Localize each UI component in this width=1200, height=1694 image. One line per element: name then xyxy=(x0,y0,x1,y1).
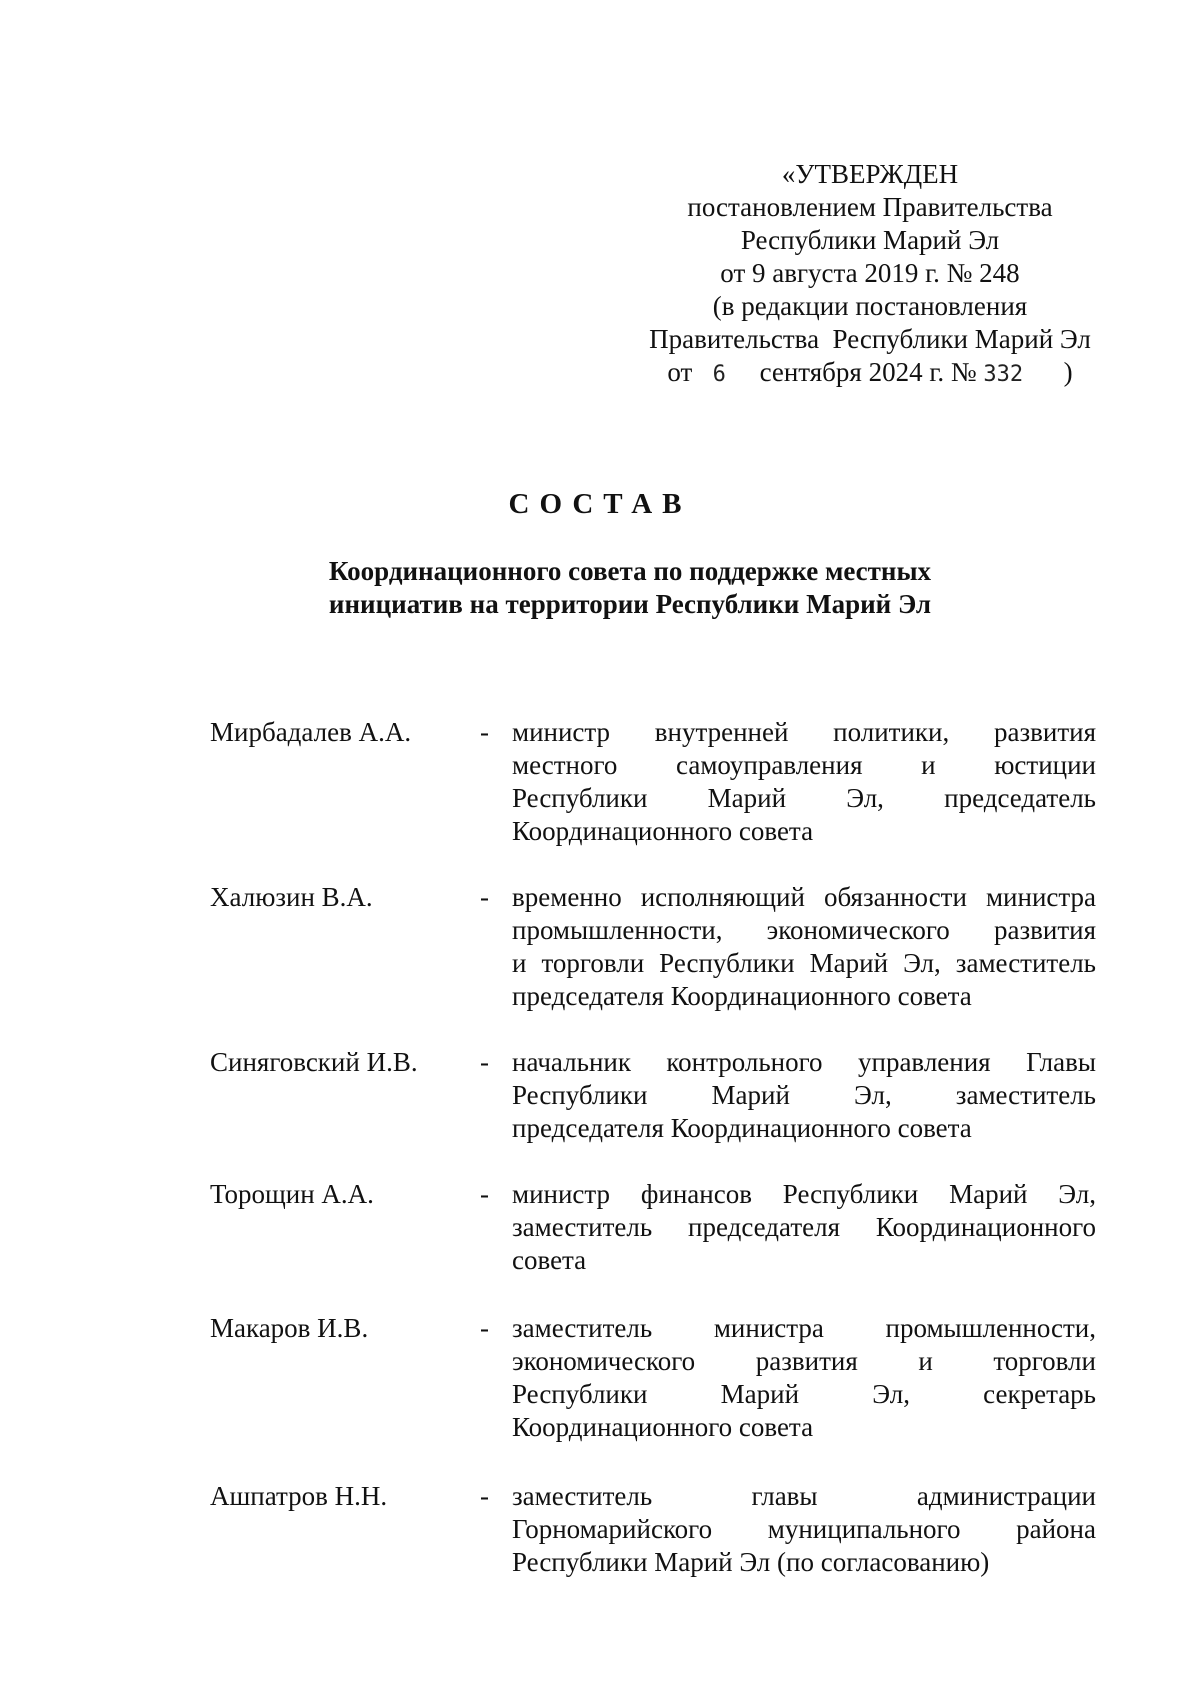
subtitle-line: Координационного совета по поддержке местных xyxy=(328,556,932,586)
approval-line: постановлением Правительства xyxy=(687,192,1053,222)
date-prefix: от xyxy=(667,357,693,387)
approval-stamp-block xyxy=(620,158,1120,391)
member-dash: - xyxy=(480,1179,489,1209)
member-dash: - xyxy=(480,1313,489,1343)
member-name: Мирбадалев А.А. xyxy=(210,717,412,747)
description-line: начальник контрольного управления Главы xyxy=(512,1047,1096,1077)
member-dash: - xyxy=(480,1047,489,1077)
member-name: Ашпатров Н.Н. xyxy=(210,1481,388,1511)
member-name: Макаров И.В. xyxy=(210,1313,369,1343)
subtitle-line: инициатив на территории Республики Марий Эл xyxy=(328,589,932,619)
description-line: председателя Координационного совета xyxy=(512,1113,972,1143)
member-description xyxy=(512,1178,1096,1277)
member-dash: - xyxy=(480,1481,489,1511)
member-dash: - xyxy=(480,717,489,747)
approval-line: от 9 августа 2019 г. № 248 xyxy=(720,258,1020,288)
date-day: 6 xyxy=(712,362,726,387)
description-line: экономического развития и торговли xyxy=(512,1346,1096,1376)
description-line: Горномарийского муниципального района xyxy=(512,1514,1096,1544)
approval-line: Республики Марий Эл xyxy=(740,225,1000,255)
member-description xyxy=(512,1046,1096,1145)
approval-line: (в редакции постановления xyxy=(712,291,1028,321)
description-line: заместитель министра промышленности, xyxy=(512,1313,1096,1343)
approval-line: Правительства Республики Марий Эл xyxy=(649,324,1091,354)
description-line: заместитель председателя Координационного xyxy=(512,1212,1096,1242)
description-line: заместитель главы администрации xyxy=(512,1481,1096,1511)
document-subtitle xyxy=(250,555,1010,621)
approval-line: «УТВЕРЖДЕН xyxy=(781,159,959,189)
description-line: Республики Марий Эл, председатель xyxy=(512,783,1096,813)
description-line: Республики Марий Эл, секретарь xyxy=(512,1379,1096,1409)
member-name: Торощин А.А. xyxy=(210,1179,374,1209)
date-suffix: ) xyxy=(1063,357,1073,387)
description-line: министр внутренней политики, развития xyxy=(512,717,1096,747)
member-dash: - xyxy=(480,882,489,912)
description-line: председателя Координационного совета xyxy=(512,981,972,1011)
member-name: Халюзин В.А. xyxy=(210,882,373,912)
description-line: Координационного совета xyxy=(512,1412,814,1442)
member-description xyxy=(512,881,1096,1013)
date-number: 332 xyxy=(983,362,1024,387)
description-line: Республики Марий Эл, заместитель xyxy=(512,1080,1096,1110)
description-line: совета xyxy=(512,1245,587,1275)
description-line: Координационного совета xyxy=(512,816,814,846)
description-line: временно исполняющий обязанности министра xyxy=(512,882,1096,912)
document-title: СОСТАВ xyxy=(508,488,692,520)
description-line: министр финансов Республики Марий Эл, xyxy=(512,1179,1096,1209)
description-line: местного самоуправления и юстиции xyxy=(512,750,1096,780)
description-line: Республики Марий Эл (по согласованию) xyxy=(512,1547,990,1577)
date-month: сентября 2024 г. № xyxy=(759,357,977,387)
description-line: промышленности, экономического развития xyxy=(512,915,1096,945)
member-description xyxy=(512,716,1096,848)
approval-date-line xyxy=(620,356,1120,391)
member-description xyxy=(512,1480,1096,1579)
member-description xyxy=(512,1312,1096,1444)
member-name: Синяговский И.В. xyxy=(210,1047,418,1077)
description-line: и торговли Республики Марий Эл, заместитель xyxy=(512,948,1096,978)
